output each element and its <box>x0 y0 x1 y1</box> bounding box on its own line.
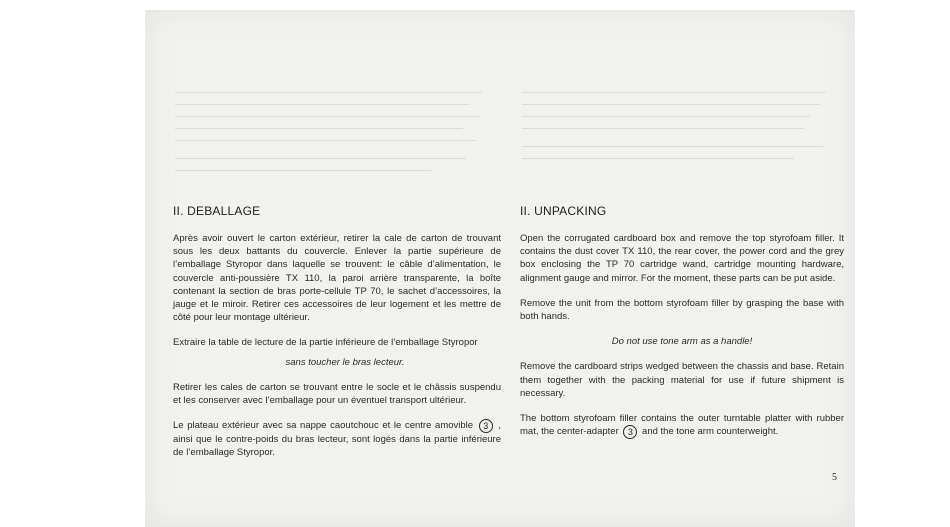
paragraph-fr-2: Extraire la table de lecture de la partie inférieure de l’emballage Styropor <box>173 337 478 349</box>
english-column <box>520 204 844 451</box>
paragraph-fr-4 <box>173 419 501 459</box>
circled-number-marker: 3 <box>479 419 493 433</box>
section-heading-fr: II. DEBALLAGE <box>173 204 261 218</box>
paragraph-fr-1: Après avoir ouvert le carton extérieur, retirer la cale de carton de trouvant sous les deux battants du couvercle. Enlever la partie supérieure de l’emballage Styropor dans laquelle se trouvent: le câble d’alimentation, le couvercle anti-poussière TX 110, la paroi arrière transparente, la boîte contenant la section de bras porte-cellule TP 70, le sachet d’accessoires, la jauge et le miroir. Retirer ces accessoires de leur logement et les mettre de côté pour leur montage ultérieur. <box>173 233 501 324</box>
paragraph-en-4-start: The bottom styrofoam filler contains the outer turntable platter with rubber mat, the center-adapter <box>520 413 844 438</box>
paragraph-fr-3: Retirer les cales de carton se trouvant entre le socle et le châssis suspendu et les conserver avec l’emballage pour un éventuel transport ultérieur. <box>173 381 501 407</box>
paragraph-fr-4-start: Le plateau extérieur avec sa nappe caoutchouc et le centre amovible <box>173 420 474 432</box>
warning-note-fr: sans toucher le bras lecteur. <box>285 356 405 368</box>
french-column <box>173 204 501 472</box>
paragraph-en-3: Remove the cardboard strips wedged between the chassis and base. Retain them together with the packing material for use if future shipment is necessary. <box>520 361 844 399</box>
paragraph-en-4-end: and the tone arm counterweight. <box>642 426 779 438</box>
circled-number-marker: 3 <box>623 425 637 439</box>
page-number: 5 <box>832 472 837 483</box>
paragraph-en-2: Remove the unit from the bottom styrofoam filler by grasping the base with both hands. <box>520 297 844 323</box>
paragraph-en-1: Open the corrugated cardboard box and remove the top styrofoam filler. It contains the dust cover TX 110, the rear cover, the power cord and the grey box enclosing the TP 70 cartridge wand, cartridge mounting hardware, alignment gauge and mirror. For the moment, these parts can be put aside. <box>520 233 844 284</box>
warning-note-en: Do not use tone arm as a handle! <box>611 336 753 348</box>
paragraph-fr-4-end: , ainsi que le contre-poids du bras lecteur, sont logés dans la partie inférieure de l’emballage Styropor. <box>173 420 502 459</box>
section-heading-en: II. UNPACKING <box>520 204 607 218</box>
paragraph-en-4 <box>520 412 844 439</box>
